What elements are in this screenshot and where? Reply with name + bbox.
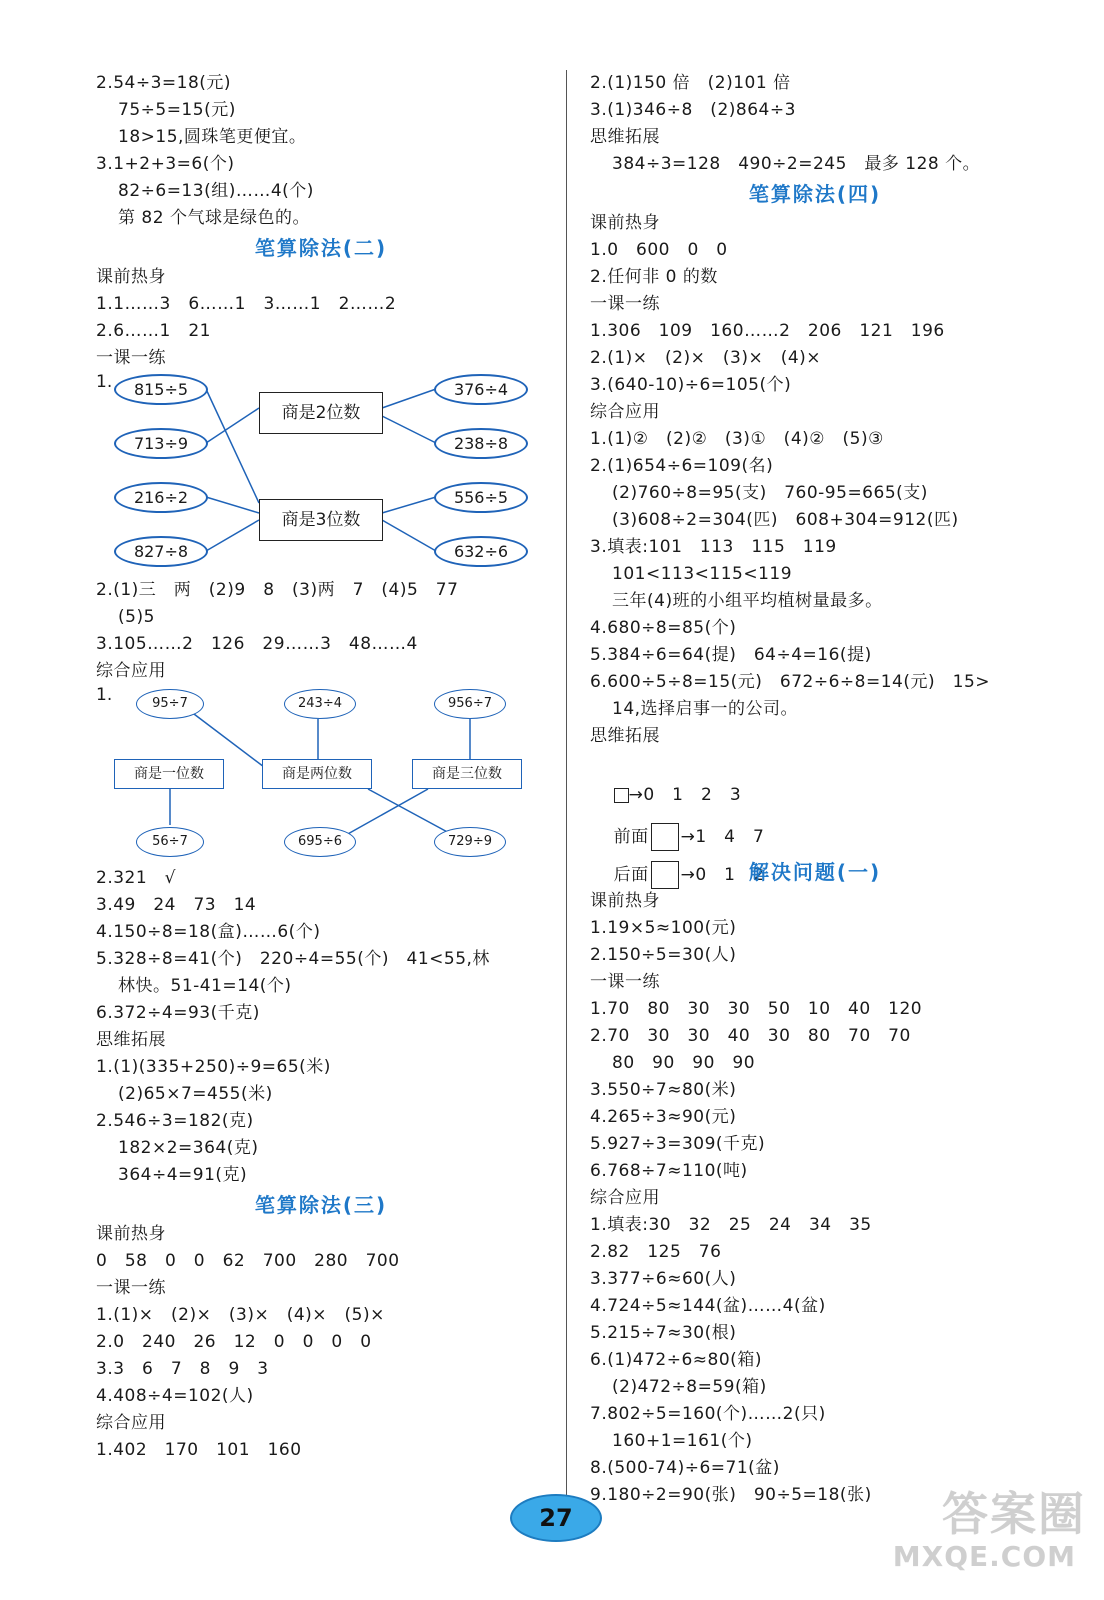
division-oval: 632÷6 bbox=[434, 536, 528, 567]
answer-line: 3.377÷6≈60(人) bbox=[590, 1269, 737, 1289]
answer-line: 2.(1)150 倍 (2)101 倍 bbox=[590, 73, 791, 93]
subheading: 课前热身 bbox=[96, 1224, 166, 1244]
think-values: →0 1 2 bbox=[680, 865, 765, 885]
column-divider bbox=[566, 70, 567, 1510]
answer-line: 6.600÷5÷8=15(元) 672÷6÷8=14(元) 15> bbox=[590, 672, 991, 692]
subheading: 思维拓展 bbox=[590, 726, 660, 746]
answer-line: 0 58 0 0 62 700 280 700 bbox=[96, 1251, 400, 1271]
division-oval: 243÷4 bbox=[284, 689, 356, 719]
division-oval: 956÷7 bbox=[434, 689, 506, 719]
subheading: 课前热身 bbox=[590, 213, 660, 233]
answer-line: 6.372÷4=93(千克) bbox=[96, 1003, 260, 1023]
matching-diagram-1 bbox=[96, 372, 546, 577]
answer-line: 3.3 6 7 8 9 3 bbox=[96, 1359, 269, 1379]
subheading: 综合应用 bbox=[590, 1188, 660, 1208]
division-oval: 695÷6 bbox=[284, 827, 356, 857]
answer-line: 2.82 125 76 bbox=[590, 1242, 722, 1262]
answer-line: 1.70 80 30 30 50 10 40 120 bbox=[590, 999, 923, 1019]
page-number: 27 bbox=[510, 1494, 602, 1542]
division-oval: 238÷8 bbox=[434, 428, 528, 459]
answer-line: 2.150÷5=30(人) bbox=[590, 945, 737, 965]
division-oval: 827÷8 bbox=[114, 536, 208, 567]
subheading: 思维拓展 bbox=[590, 127, 660, 147]
answer-line: 384÷3=128 490÷2=245 最多 128 个。 bbox=[612, 154, 981, 174]
answer-line: (5)5 bbox=[118, 607, 155, 627]
category-box: 商是一位数 bbox=[114, 759, 224, 789]
answer-line: 2.54÷3=18(元) bbox=[96, 73, 232, 93]
watermark-logo: 答案圈 bbox=[942, 1487, 1086, 1541]
answer-line: 1.1……3 6……1 3……1 2……2 bbox=[96, 294, 397, 314]
item-number: 1. bbox=[96, 685, 113, 705]
answer-line: 1.19×5≈100(元) bbox=[590, 918, 737, 938]
answer-line: 第 82 个气球是绿色的。 bbox=[118, 208, 310, 228]
division-oval: 56÷7 bbox=[136, 827, 204, 857]
answer-line: 1.0 600 0 0 bbox=[590, 240, 728, 260]
answer-line: 75÷5=15(元) bbox=[118, 100, 236, 120]
answer-line: 5.328÷8=41(个) 220÷4=55(个) 41<55,林 bbox=[96, 949, 490, 969]
answer-line: 2.0 240 26 12 0 0 0 0 bbox=[96, 1332, 372, 1352]
answer-line: 2.70 30 30 40 30 80 70 70 bbox=[590, 1026, 911, 1046]
division-oval: 713÷9 bbox=[114, 428, 208, 459]
category-box: 商是3位数 bbox=[259, 499, 383, 541]
answer-line: 101<113<115<119 bbox=[612, 564, 793, 584]
division-oval: 216÷2 bbox=[114, 482, 208, 513]
answer-line: 14,选择启事一的公司。 bbox=[612, 699, 799, 719]
answer-line: 林快。51-41=14(个) bbox=[118, 976, 292, 996]
section-title: 解决问题(一) bbox=[748, 860, 882, 884]
answer-line: 82÷6=13(组)……4(个) bbox=[118, 181, 314, 201]
row-label: 前面 bbox=[613, 827, 649, 847]
answer-line: 1.306 109 160……2 206 121 196 bbox=[590, 321, 945, 341]
answer-line: 4.680÷8=85(个) bbox=[590, 618, 737, 638]
division-oval: 376÷4 bbox=[434, 374, 528, 405]
division-oval: 815÷5 bbox=[114, 374, 208, 405]
answer-line: (3)608÷2=304(匹) 608+304=912(匹) bbox=[612, 510, 959, 530]
answer-line: 1.(1)② (2)② (3)① (4)② (5)③ bbox=[590, 429, 884, 449]
answer-line: 6.768÷7≈110(吨) bbox=[590, 1161, 748, 1181]
watermark-url: MXQE.COM bbox=[892, 1540, 1076, 1573]
answer-line: 3.(1)346÷8 (2)864÷3 bbox=[590, 100, 796, 120]
answer-line: 2.任何非 0 的数 bbox=[590, 267, 718, 287]
answer-line: 3.填表:101 113 115 119 bbox=[590, 537, 837, 557]
answer-line: 80 90 90 90 bbox=[612, 1053, 756, 1073]
matching-diagram-2 bbox=[96, 685, 546, 865]
blank-box-icon bbox=[651, 861, 679, 889]
answer-line: 6.(1)472÷6≈80(箱) bbox=[590, 1350, 762, 1370]
answer-line: 3.(640-10)÷6=105(个) bbox=[590, 375, 792, 395]
category-box: 商是2位数 bbox=[259, 392, 383, 434]
answer-line: 3.105……2 126 29……3 48……4 bbox=[96, 634, 418, 654]
item-number: 1. bbox=[96, 372, 113, 392]
left-column bbox=[96, 70, 546, 1464]
think-values: →1 4 7 bbox=[680, 827, 765, 847]
answer-line: 2.6……1 21 bbox=[96, 321, 211, 341]
answer-line: 三年(4)班的小组平均植树量最多。 bbox=[612, 591, 883, 611]
row-label: 后面 bbox=[613, 865, 649, 885]
answer-line: 364÷4=91(克) bbox=[118, 1165, 248, 1185]
answer-line: 1.(1)× (2)× (3)× (4)× (5)× bbox=[96, 1305, 385, 1325]
answer-line: 1.(1)(335+250)÷9=65(米) bbox=[96, 1057, 331, 1077]
subheading: 综合应用 bbox=[96, 661, 166, 681]
answer-line: 182×2=364(克) bbox=[118, 1138, 259, 1158]
subheading: 一课一练 bbox=[96, 1278, 166, 1298]
answer-line: 18>15,圆珠笔更便宜。 bbox=[118, 127, 307, 147]
answer-line: (2)65×7=455(米) bbox=[118, 1084, 273, 1104]
blank-square-icon bbox=[614, 788, 629, 803]
right-column bbox=[590, 70, 1040, 1509]
subheading: 思维拓展 bbox=[96, 1030, 166, 1050]
section-title: 笔算除法(二) bbox=[254, 236, 388, 260]
answer-line: 4.408÷4=102(人) bbox=[96, 1386, 254, 1406]
subheading: 综合应用 bbox=[96, 1413, 166, 1433]
subheading: 课前热身 bbox=[590, 891, 660, 911]
answer-line: 9.180÷2=90(张) 90÷5=18(张) bbox=[590, 1485, 872, 1505]
answer-line: 2.321 √ bbox=[96, 868, 176, 888]
answer-line: 160+1=161(个) bbox=[612, 1431, 753, 1451]
subheading: 一课一练 bbox=[590, 294, 660, 314]
subheading: 课前热身 bbox=[96, 267, 166, 287]
answer-line: (2)472÷8=59(箱) bbox=[612, 1377, 767, 1397]
answer-line: 4.150÷8=18(盒)……6(个) bbox=[96, 922, 321, 942]
answer-line: 4.265÷3≈90(元) bbox=[590, 1107, 737, 1127]
category-box: 商是两位数 bbox=[262, 759, 372, 789]
answer-line: 5.215÷7≈30(根) bbox=[590, 1323, 737, 1343]
subheading: 一课一练 bbox=[96, 348, 166, 368]
answer-line: 4.724÷5≈144(盆)……4(盆) bbox=[590, 1296, 826, 1316]
section-title: 笔算除法(四) bbox=[748, 182, 882, 206]
answer-line: 2.(1)三 两 (2)9 8 (3)两 7 (4)5 77 bbox=[96, 580, 459, 600]
answer-line: 8.(500-74)÷6=71(盆) bbox=[590, 1458, 780, 1478]
division-oval: 95÷7 bbox=[136, 689, 204, 719]
answer-line: (2)760÷8=95(支) 760-95=665(支) bbox=[612, 483, 928, 503]
section-title: 笔算除法(三) bbox=[254, 1193, 388, 1217]
category-box: 商是三位数 bbox=[412, 759, 522, 789]
division-oval: 556÷5 bbox=[434, 482, 528, 513]
answer-line: 7.802÷5=160(个)……2(只) bbox=[590, 1404, 826, 1424]
answer-line: 5.384÷6=64(提) 64÷4=16(提) bbox=[590, 645, 872, 665]
answer-line: 5.927÷3=309(千克) bbox=[590, 1134, 766, 1154]
division-oval: 729÷9 bbox=[434, 827, 506, 857]
answer-line: 1.402 170 101 160 bbox=[96, 1440, 302, 1460]
answer-line: 2.(1)× (2)× (3)× (4)× bbox=[590, 348, 822, 368]
answer-line: 1.填表:30 32 25 24 34 35 bbox=[590, 1215, 872, 1235]
think-values: →0 1 2 3 bbox=[628, 785, 742, 805]
blank-box-icon bbox=[651, 823, 679, 851]
answer-line: 3.550÷7≈80(米) bbox=[590, 1080, 737, 1100]
think-row-1 bbox=[590, 750, 1040, 805]
subheading: 综合应用 bbox=[590, 402, 660, 422]
answer-line: 2.(1)654÷6=109(名) bbox=[590, 456, 774, 476]
answer-line: 3.49 24 73 14 bbox=[96, 895, 257, 915]
answer-line: 3.1+2+3=6(个) bbox=[96, 154, 235, 174]
subheading: 一课一练 bbox=[590, 972, 660, 992]
answer-line: 2.546÷3=182(克) bbox=[96, 1111, 254, 1131]
